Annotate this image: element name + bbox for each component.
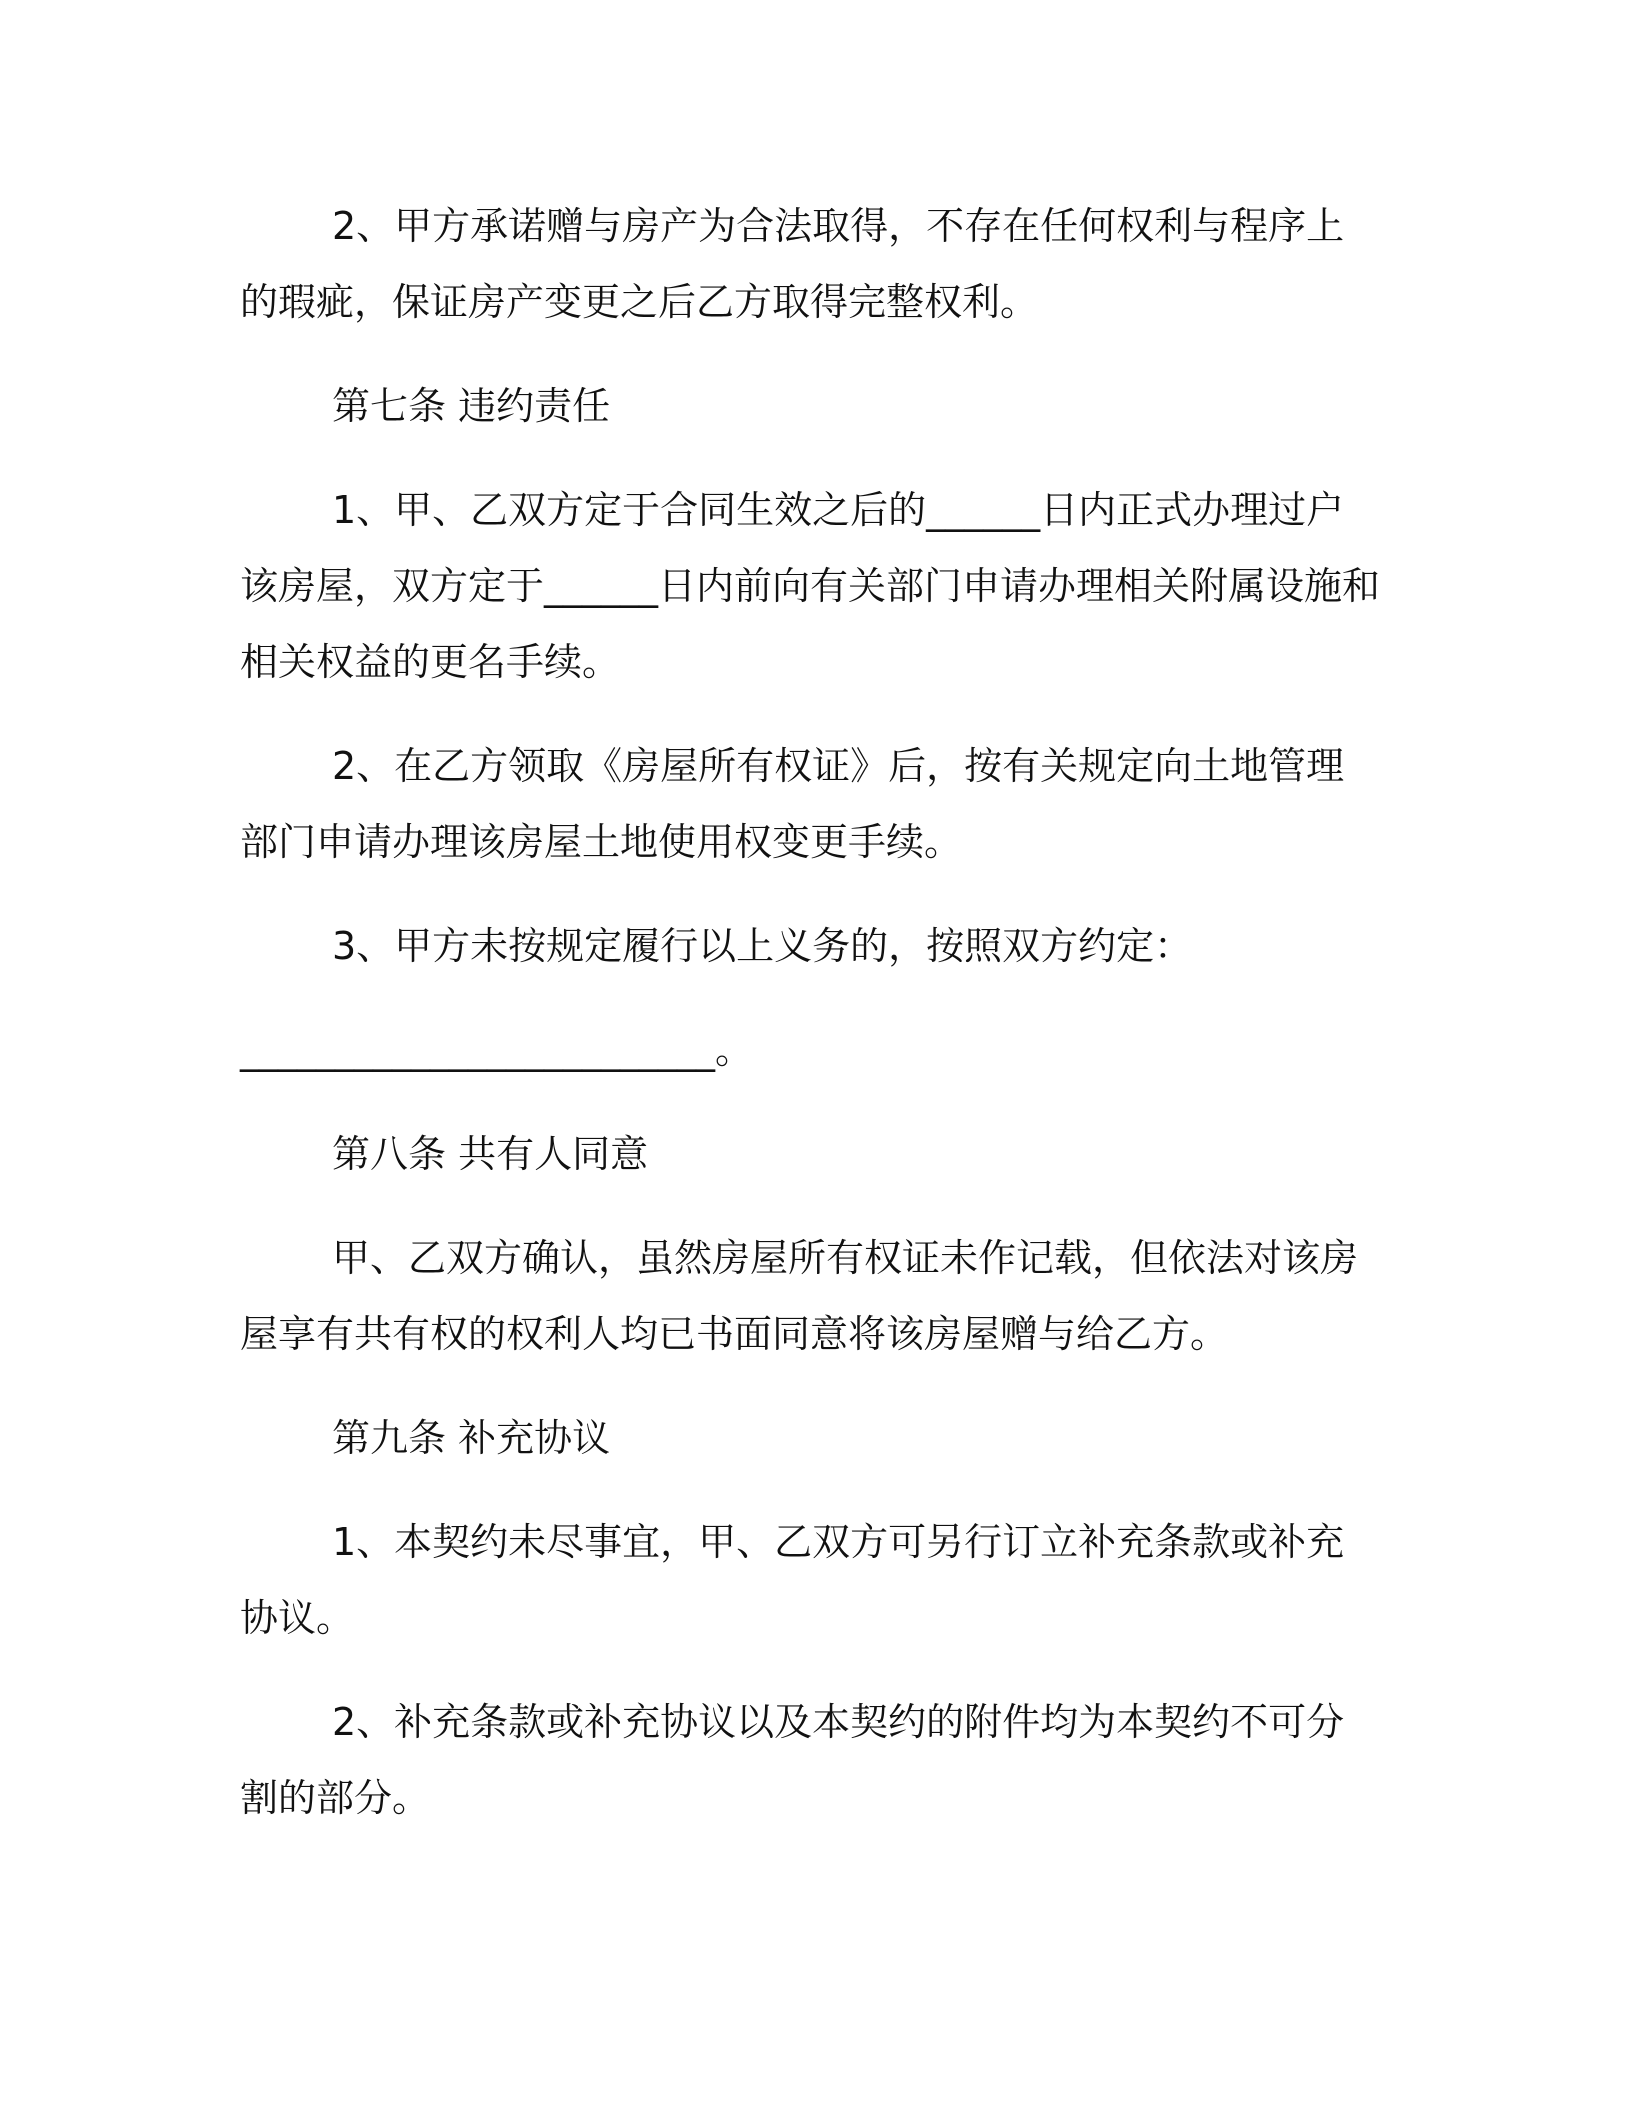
clause-7-item-3: 3、甲方未按规定履行以上义务的，按照双方约定： bbox=[332, 924, 1193, 968]
article-7-heading: 第七条 违约责任 bbox=[332, 384, 611, 428]
clause-9-item-1: 1、本契约未尽事宜，甲、乙双方可另行订立补充条款或补充协议。 bbox=[240, 1520, 1345, 1640]
clause-9-item-2: 2、补充条款或补充协议以及本契约的附件均为本契约不可分割的部分。 bbox=[240, 1700, 1345, 1820]
clause-7-item-3-blank: _________________________。 bbox=[240, 1028, 754, 1072]
clause-6-item-2: 2、甲方承诺赠与房产为合法取得，不存在任何权利与程序上的瑕疵，保证房产变更之后乙方取得完整权利。 bbox=[240, 204, 1345, 324]
clause-7-item-1: 1、甲、乙双方定于合同生效之后的______日内正式办理过户该房屋，双方定于______日内前向有关部门申请办理相关附属设施和相关权益的更名手续。 bbox=[240, 488, 1381, 684]
article-9-heading: 第九条 补充协议 bbox=[332, 1416, 611, 1460]
clause-7-item-2: 2、在乙方领取《房屋所有权证》后，按有关规定向土地管理部门申请办理该房屋土地使用权变更手续。 bbox=[240, 744, 1345, 864]
document-body bbox=[240, 188, 1380, 1836]
clause-8-text: 甲、乙双方确认，虽然房屋所有权证未作记载，但依法对该房屋享有共有权的权利人均已书面同意将该房屋赠与给乙方。 bbox=[240, 1236, 1359, 1356]
article-8-heading: 第八条 共有人同意 bbox=[332, 1132, 649, 1176]
